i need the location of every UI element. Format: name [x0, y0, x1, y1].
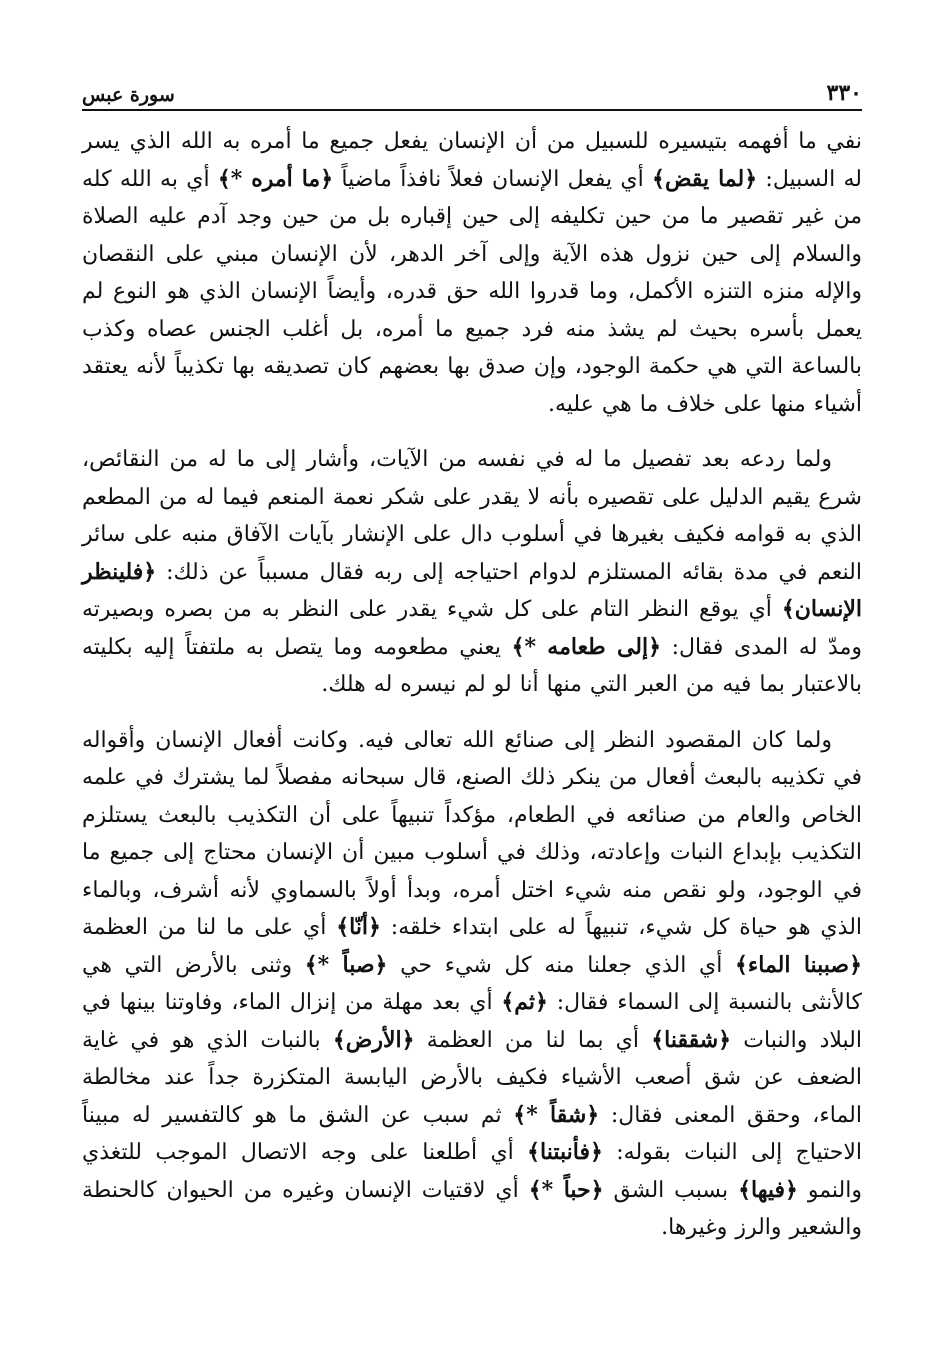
quran-quote: ﴿حباً *﴾ [528, 1176, 604, 1203]
commentary-text: يعني مطعومه وما يتصل به ملتفتاً إليه بكليته بالاعتبار بما فيه من العبر التي منها أنا لو لم نيسره له هلك. [82, 634, 862, 697]
commentary-text: أي الذي جعلنا منه كل شيء حي [387, 952, 735, 978]
commentary-text: ثم سبب عن الشق ما هو كالتفسير له مبيناً الاحتياج إلى النبات بقوله: [82, 1102, 862, 1165]
quran-quote: ﴿إلى طعامه *﴾ [511, 633, 662, 660]
quran-quote: ﴿أنّا﴾ [336, 914, 381, 940]
commentary-body [82, 123, 862, 1247]
commentary-text: أي به الله كله من غير تقصير ما من حين تكليفه إلى حين إقباره بل من حين وجد آدم عليه الصلاة والسلام إلى حين نزول هذه الآية وإلى آخر الدهر، لأن الإنسان مبني على النقصان والإله منزه التنزه الأكمل، وما قدروا الله حق قدره، وأيضاً الإنسان الذي هو النوع لم يعمل بأسره بحيث لم يشذ منه فرد جميع ما أمره، بل أغلب الجنس عصاه وكذب بالساعة التي هي حكمة الوجود، وإن صدق بها بعضهم كان تصديقه بها تكذيباً لأنه يعتقد أشياء منها على خلاف ما هي عليه. [82, 166, 862, 417]
page-number: ٣٣٠ [826, 80, 862, 106]
quran-quote: ﴿ما أمره *﴾ [217, 165, 334, 192]
quran-quote: ﴿شققنا﴾ [651, 1026, 732, 1053]
surah-title: سورة عبس [82, 84, 175, 106]
book-page [82, 72, 862, 1247]
paragraph-2 [82, 441, 862, 704]
commentary-text: أي أطلعنا على وجه الاتصال الموجب للتغذي والنمو [82, 1140, 863, 1203]
commentary-text: بالنبات الذي هو في غاية الضعف عن شق أصعب الأشياء فكيف بالأرض اليابسة المتكزرة جداً عند مخالطة الماء، وحقق المعنى فقال: [82, 1027, 862, 1128]
paragraph-1 [82, 123, 862, 423]
quran-quote: ﴿شقاً *﴾ [513, 1101, 600, 1128]
paragraph-3 [82, 722, 862, 1247]
quran-quote: ﴿صباً *﴾ [304, 951, 388, 978]
commentary-text: أي بعد مهلة من إنزال الماء، وفاوتنا بينها في البلاد والنبات [82, 990, 862, 1053]
commentary-text: ولما كان المقصود النظر إلى صنائع الله تعالى فيه. وكانت أفعال الإنسان وأقواله في تكذيبه بالبعث أفعال من ينكر ذلك الصنع، قال سبحانه مفصلاً لما يشترك في علمه الخاص والعام من صنائعه في الطعام، مؤكداً تنبيهاً على أن التكذيب بالبعث يستلزم التكذيب بإبداع النبات وإعادته، وذلك في أسلوب مبين أن الإنسان محتاج إلى جميع ما في الوجود، ولو نقص منه شيء اختل أمره، وبدأ أولاً بالسماوي لأنه أشرف، وبالماء الذي هو حياة كل شيء، تنبيهاً له على ابتداء خلقه: [82, 727, 863, 940]
commentary-text: أي يفعل الإنسان فعلاً نافذاً ماضياً [333, 166, 653, 192]
quran-quote: ﴿فأنبتنا﴾ [527, 1139, 603, 1165]
running-header [82, 72, 862, 111]
commentary-text: أي بما لنا من العظمة [414, 1027, 652, 1053]
commentary-text: ولما ردعه بعد تفصيل ما له في نفسه من الآيات، وأشار إلى ما له من النقائص، شرع يقيم الدليل على تقصيره بأنه لا يقدر على شكر نعمة المنعم فيما له من المطعم الذي به قوامه فكيف بغيرها في أسلوب دال على الإنشار بآيات الآفاق منبه على سائر النعم في مدة بقائه المستلزم لدوام احتياجه إلى ربه فقال مسبباً عن ذلك: [82, 447, 862, 585]
commentary-text: بسبب الشق [603, 1177, 739, 1203]
commentary-text: أي يوقع النظر التام على كل شيء يقدر على النظر به من بصره وبصيرته ومدّ له المدى فقال: [82, 597, 862, 660]
commentary-text: أي لاقتيات الإنسان وغيره من الحيوان كالحنطة والشعير والرز وغيرها. [82, 1177, 862, 1240]
commentary-text: نفي ما أفهمه بتيسيره للسبيل من أن الإنسان يفعل جميع ما أمره به الله الذي يسر له السبيل: [82, 129, 862, 192]
quran-quote: ﴿ثم﴾ [501, 989, 548, 1015]
commentary-text: وثنى بالأرض التي هي كالأنثى بالنسبة إلى السماء فقال: [82, 952, 862, 1015]
quran-quote: ﴿لما يقض﴾ [652, 165, 758, 192]
quran-quote: ﴿فيها﴾ [738, 1176, 798, 1203]
commentary-text: أي على ما لنا من العظمة [82, 915, 337, 940]
quran-quote: ﴿صببنا الماء﴾ [735, 951, 863, 978]
quran-quote: ﴿فلينظر الإنسان﴾ [82, 558, 862, 622]
quran-quote: ﴿الأرض﴾ [332, 1026, 415, 1053]
